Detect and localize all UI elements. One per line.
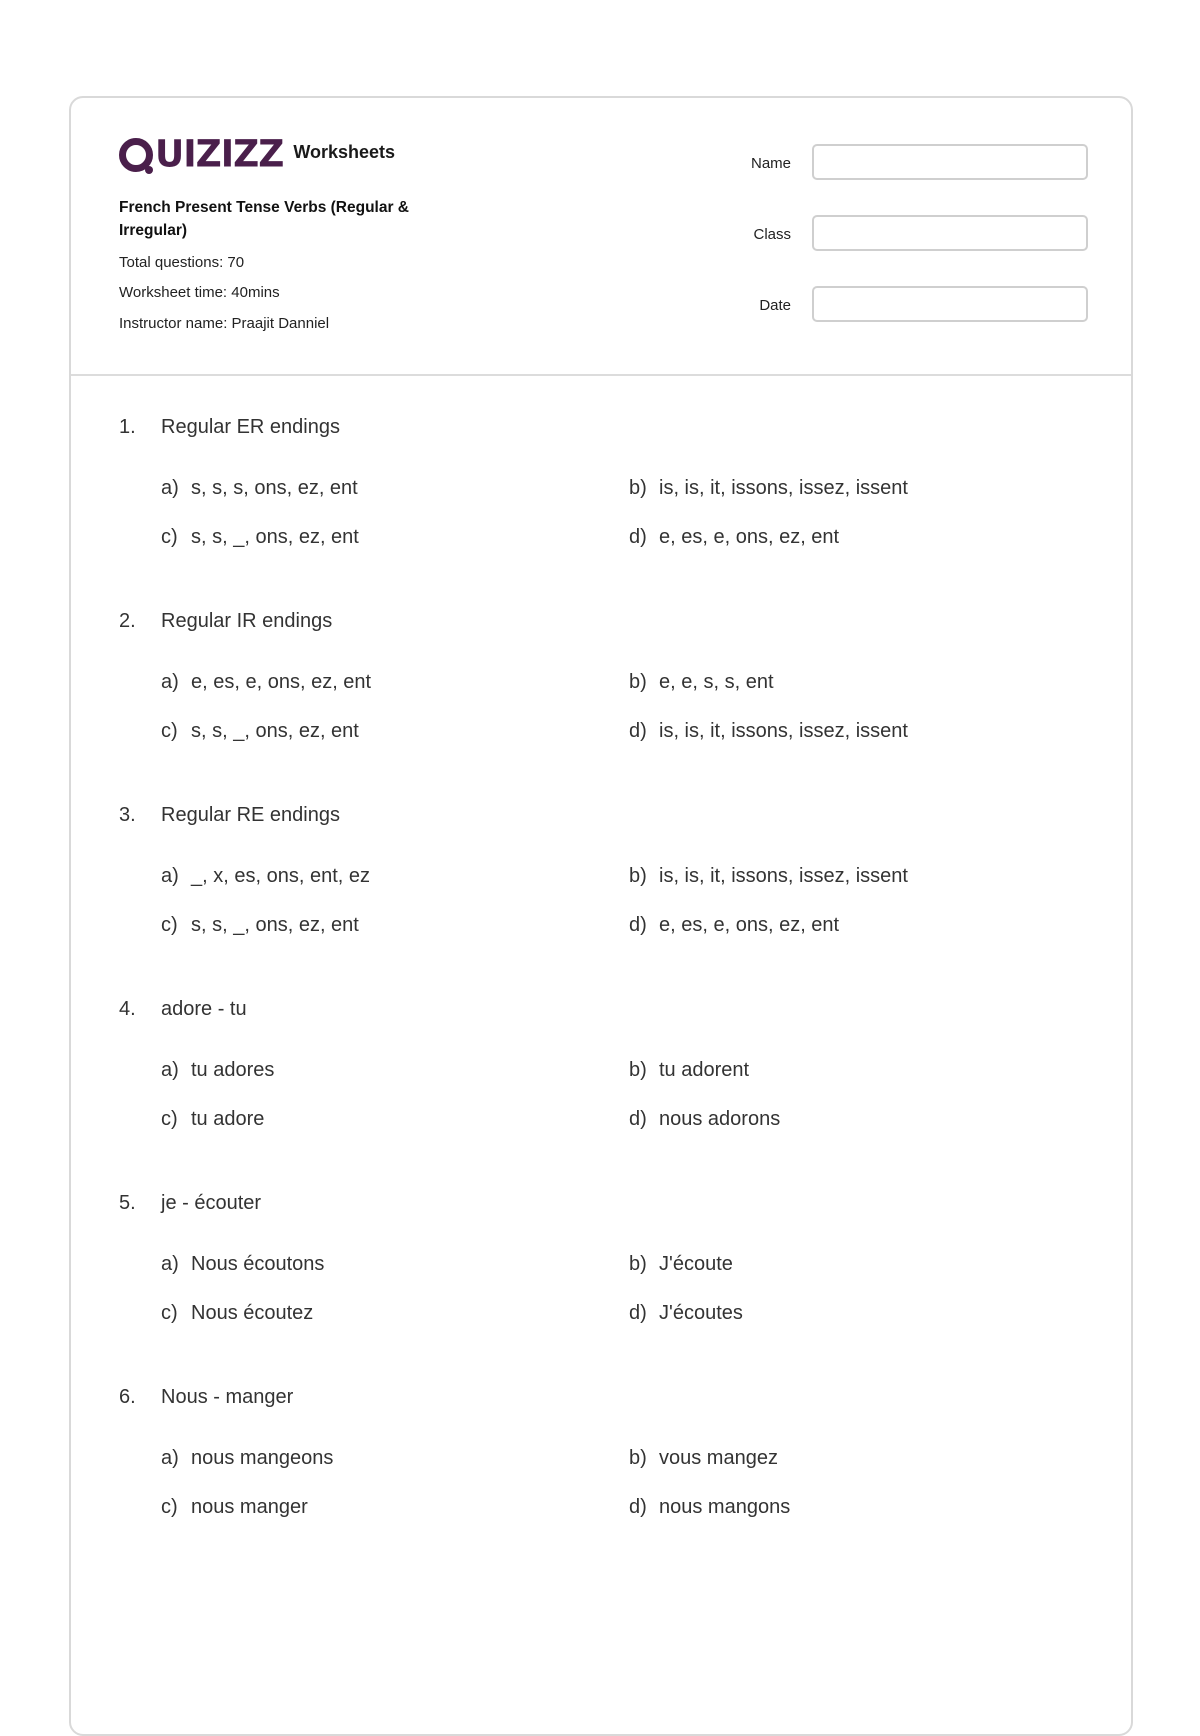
option-text: nous mangons (659, 1496, 791, 1518)
question-text: Nous - manger (161, 1386, 294, 1408)
worksheet-card (69, 96, 1133, 1736)
brand-row (119, 132, 395, 178)
option-letter: b) (629, 477, 647, 499)
date-label: Date (759, 297, 791, 314)
option-letter: b) (629, 1059, 647, 1081)
option-text: nous mangeons (191, 1447, 334, 1469)
question-number: 1. (119, 416, 136, 438)
option-b (629, 1447, 778, 1470)
option-letter: a) (161, 477, 179, 499)
question-6 (119, 1386, 1079, 1518)
option-letter: c) (161, 914, 178, 936)
question-number: 2. (119, 610, 136, 632)
option-a (161, 477, 358, 500)
question-text: adore - tu (161, 998, 247, 1020)
option-letter: c) (161, 526, 178, 548)
option-letter: d) (629, 1496, 647, 1518)
option-text: _, x, es, ons, ent, ez (191, 865, 370, 887)
option-letter: c) (161, 1302, 178, 1324)
question-1 (119, 416, 1079, 548)
option-text: tu adore (191, 1108, 265, 1130)
option-a (161, 671, 371, 694)
option-text: Nous écoutez (191, 1302, 314, 1324)
question-text: Regular IR endings (161, 610, 333, 632)
logo-text: UIZIZZ (155, 132, 284, 176)
question-5 (119, 1192, 1079, 1324)
option-text: s, s, _, ons, ez, ent (191, 526, 359, 548)
option-letter: b) (629, 865, 647, 887)
question-2 (119, 610, 1079, 742)
question-3 (119, 804, 1079, 936)
instructor-name: Instructor name: Praajit Danniel (119, 315, 330, 332)
option-letter: c) (161, 1108, 178, 1130)
option-a (161, 1253, 324, 1276)
worksheet-time: Worksheet time: 40mins (119, 284, 280, 301)
question-number: 5. (119, 1192, 136, 1214)
option-letter: a) (161, 1059, 179, 1081)
option-b (629, 1059, 749, 1082)
question-text: je - écouter (161, 1192, 262, 1214)
option-text: s, s, s, ons, ez, ent (191, 477, 358, 499)
option-a (161, 865, 370, 888)
option-letter: d) (629, 526, 647, 548)
option-text: J'écoute (659, 1253, 733, 1275)
total-questions: Total questions: 70 (119, 254, 245, 271)
worksheet-header (71, 98, 1131, 376)
option-letter: d) (629, 720, 647, 742)
worksheets-label: Worksheets (293, 141, 396, 162)
question-number: 3. (119, 804, 136, 826)
option-a (161, 1447, 333, 1470)
name-label: Name (750, 155, 791, 172)
question-text: Regular RE endings (161, 804, 340, 826)
option-b (629, 1253, 733, 1276)
option-c (161, 1496, 308, 1519)
option-c (161, 720, 359, 743)
option-d (629, 1302, 743, 1325)
date-field[interactable] (812, 286, 1088, 322)
option-text: nous manger (191, 1496, 308, 1518)
logo-q-icon (119, 138, 153, 172)
option-text: e, e, s, s, ent (659, 671, 774, 693)
option-b (629, 671, 774, 694)
question-4 (119, 998, 1079, 1130)
question-number: 6. (119, 1386, 136, 1408)
option-d (629, 914, 839, 937)
worksheet-title: French Present Tense Verbs (Regular & Irregular) (119, 199, 410, 239)
option-text: nous adorons (659, 1108, 781, 1130)
option-b (629, 865, 908, 888)
option-letter: a) (161, 1253, 179, 1275)
class-label: Class (753, 226, 791, 243)
option-text: is, is, it, issons, issez, issent (659, 720, 908, 742)
option-text: tu adorent (659, 1059, 750, 1081)
option-letter: b) (629, 1253, 647, 1275)
option-letter: d) (629, 914, 647, 936)
option-letter: d) (629, 1302, 647, 1324)
option-text: e, es, e, ons, ez, ent (659, 914, 840, 936)
option-text: e, es, e, ons, ez, ent (191, 671, 372, 693)
option-text: s, s, _, ons, ez, ent (191, 720, 359, 742)
option-c (161, 1108, 264, 1131)
option-text: is, is, it, issons, issez, issent (659, 865, 908, 887)
option-text: tu adores (191, 1059, 275, 1081)
quizizz-logo (119, 132, 284, 176)
option-c (161, 526, 359, 549)
option-b (629, 477, 908, 500)
option-a (161, 1059, 274, 1082)
option-letter: c) (161, 720, 178, 742)
option-letter: d) (629, 1108, 647, 1130)
option-text: J'écoutes (659, 1302, 743, 1324)
class-field[interactable] (812, 215, 1088, 251)
name-field[interactable] (812, 144, 1088, 180)
question-text: Regular ER endings (161, 416, 340, 438)
option-letter: a) (161, 671, 179, 693)
option-c (161, 914, 359, 937)
option-text: Nous écoutons (191, 1253, 325, 1275)
option-d (629, 720, 908, 743)
option-d (629, 1108, 780, 1131)
option-letter: a) (161, 865, 179, 887)
option-text: is, is, it, issons, issez, issent (659, 477, 908, 499)
option-text: vous mangez (659, 1447, 778, 1469)
question-number: 4. (119, 998, 136, 1020)
option-letter: b) (629, 671, 647, 693)
option-d (629, 526, 839, 549)
option-letter: a) (161, 1447, 179, 1469)
option-letter: b) (629, 1447, 647, 1469)
option-d (629, 1496, 790, 1519)
option-c (161, 1302, 313, 1325)
option-text: e, es, e, ons, ez, ent (659, 526, 840, 548)
option-text: s, s, _, ons, ez, ent (191, 914, 359, 936)
option-letter: c) (161, 1496, 178, 1518)
